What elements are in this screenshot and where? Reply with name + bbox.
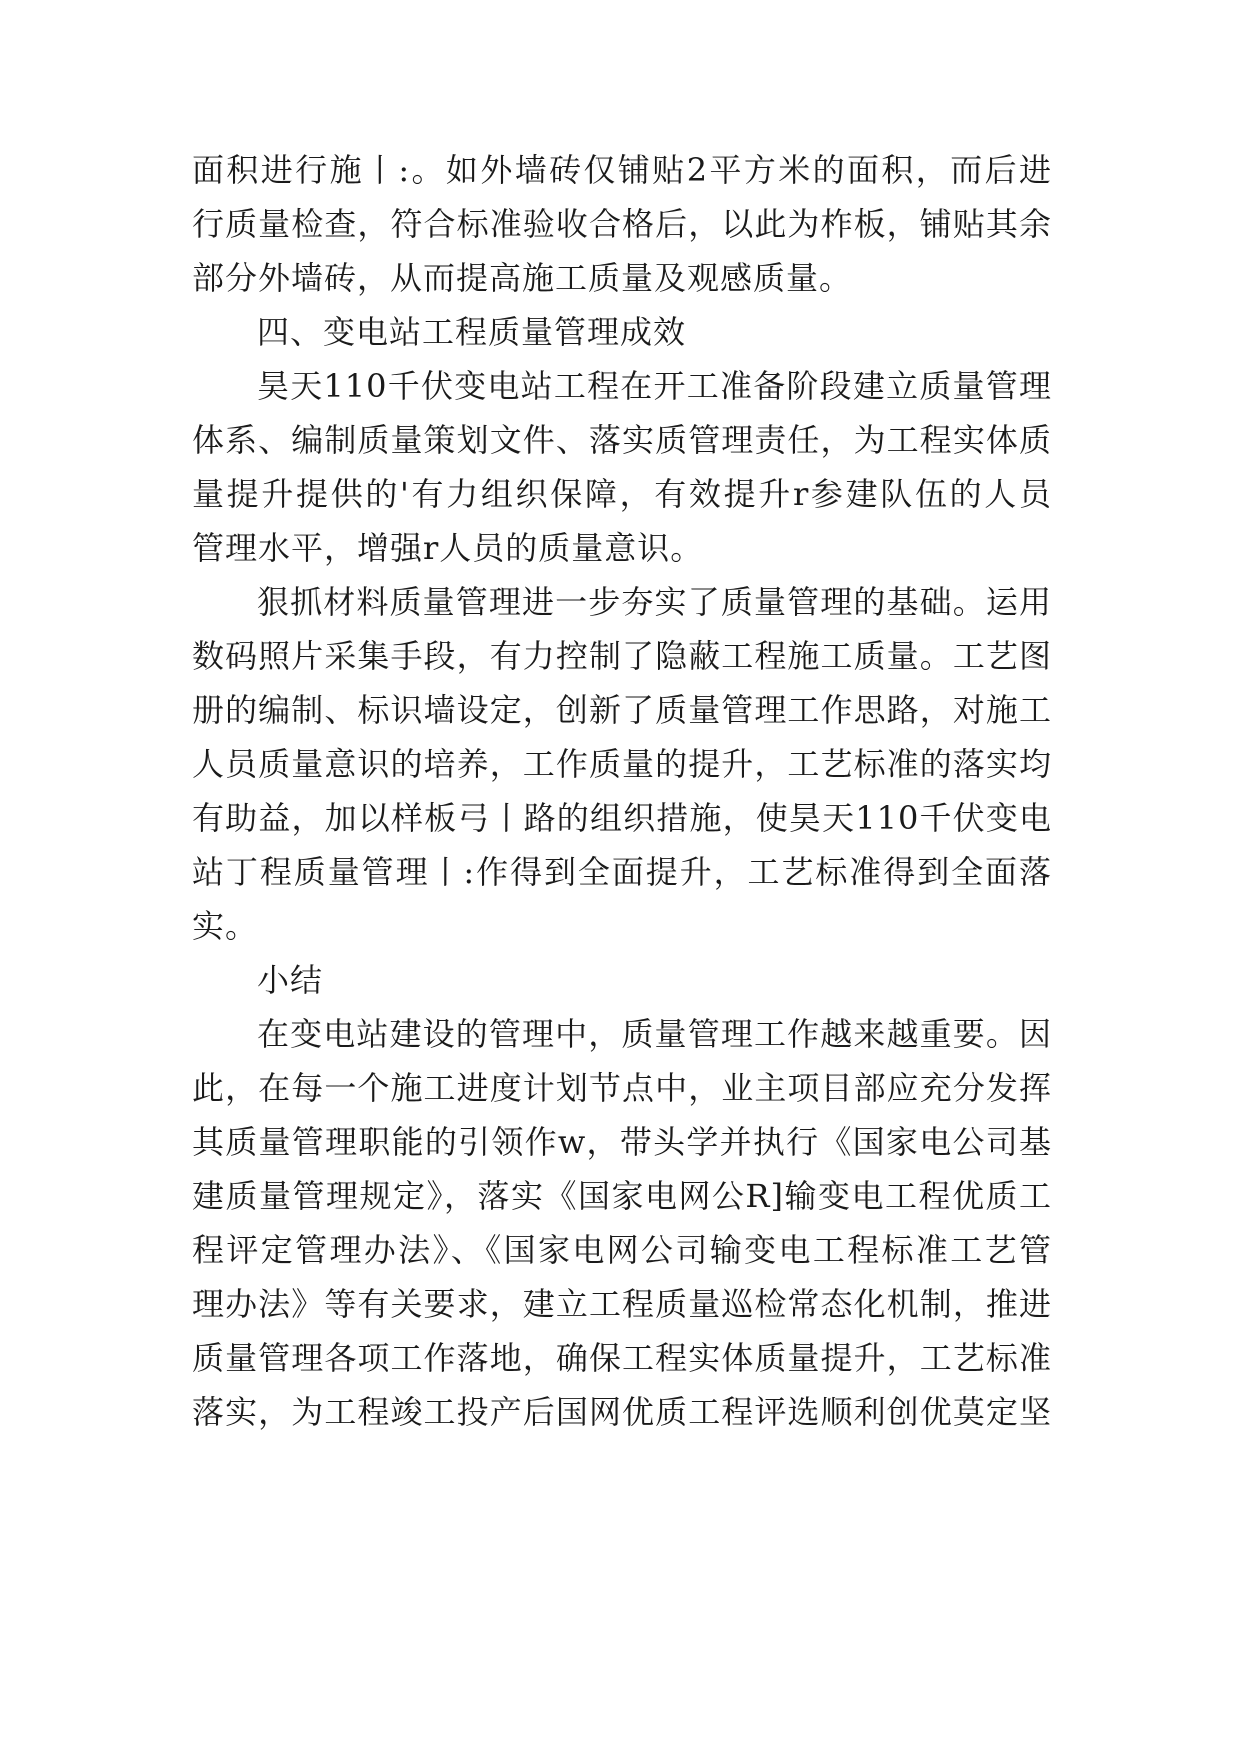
text-line: 部分外墙砖，从而提高施工质量及观感质量。 bbox=[192, 259, 853, 297]
text-line: 量提升提供的'有力组织保障，有效提升r参建队伍的人员 bbox=[192, 475, 1052, 513]
text-line: 此，在每一个施工进度计划节点中，业主项目部应充分发挥 bbox=[192, 1069, 1052, 1107]
text-line: 面积进行施丨:。如外墙砖仅铺贴2平方米的面积，而后进 bbox=[192, 151, 1052, 189]
text-line: 体系、编制质量策划文件、落实质管理责任，为工程实体质 bbox=[192, 421, 1052, 459]
text-line: 其质量管理职能的引领作w，带头学并执行《国家电公司基 bbox=[192, 1123, 1052, 1161]
text-line: 数码照片采集手段，有力控制了隐蔽工程施工质量。工艺图 bbox=[192, 637, 1052, 675]
section-heading: 小结 bbox=[257, 961, 324, 999]
text-line: 理办法》等有关要求，建立工程质量巡检常态化机制，推进 bbox=[192, 1285, 1052, 1323]
text-line: 狠抓材料质量管理进一步夯实了质量管理的基础。运用 bbox=[257, 583, 1052, 621]
section-heading: 四、变电站工程质量管理成效 bbox=[257, 313, 687, 351]
text-line: 昊天110千伏变电站工程在开工准备阶段建立质量管理 bbox=[257, 367, 1052, 405]
text-line: 建质量管理规定》，落实《国家电网公R]输变电工程优质工 bbox=[192, 1177, 1052, 1215]
text-line: 落实，为工程竣工投产后国网优质工程评选顺利创优莫定坚 bbox=[192, 1393, 1052, 1431]
text-line: 实。 bbox=[192, 907, 259, 945]
text-line: 程评定管理办法》、《国家电网公司输变电工程标准工艺管 bbox=[192, 1231, 1052, 1269]
text-line: 有助益，加以样板弓丨路的组织措施，使昊天110千伏变电 bbox=[192, 799, 1052, 837]
text-line: 在变电站建设的管理中，质量管理工作越来越重要。因 bbox=[257, 1015, 1052, 1053]
text-line: 册的编制、标识墙设定，创新了质量管理工作思路，对施工 bbox=[192, 691, 1052, 729]
text-line: 人员质量意识的培养，工作质量的提升，工艺标准的落实均 bbox=[192, 745, 1052, 783]
text-line: 质量管理各项工作落地，确保工程实体质量提升，工艺标准 bbox=[192, 1339, 1052, 1377]
text-line: 管理水平，增强r人员的质量意识。 bbox=[192, 529, 704, 567]
text-line: 行质量检查，符合标准验收合格后，以此为柞板，铺贴其余 bbox=[192, 205, 1052, 243]
text-line: 站丁程质量管理丨:作得到全面提升，工艺标准得到全面落 bbox=[192, 853, 1052, 891]
